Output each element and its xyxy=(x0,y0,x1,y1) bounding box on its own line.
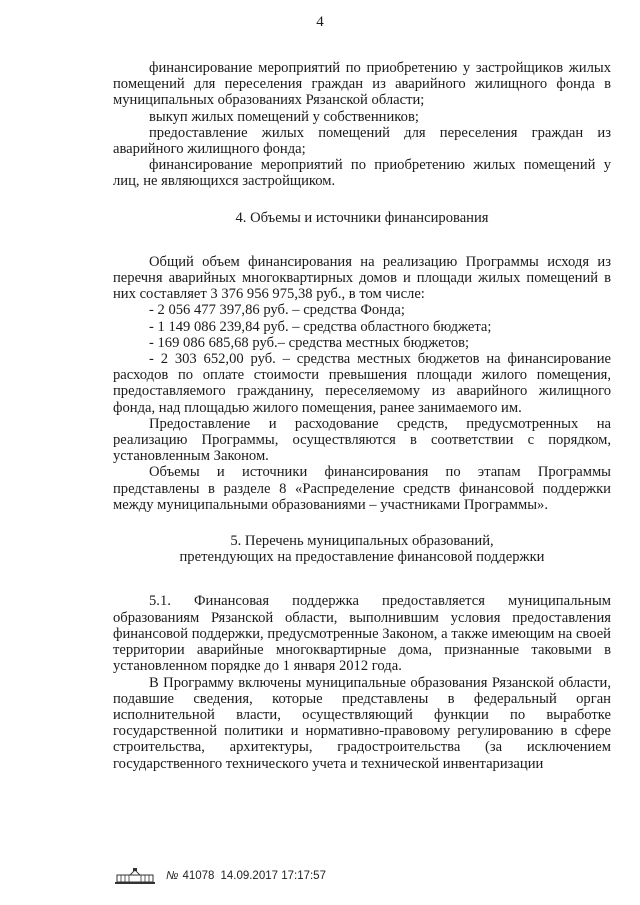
paragraph: Общий объем финансирования на реализацию Программы исходя из перечня аварийных многоквартирных домов и площади жилых помещений в них составляет 3 376 956 975,38 руб., в том числе: xyxy=(113,253,611,303)
paragraph: Объемы и источники финансирования по этапам Программы представлены в разделе 8 «Распределение средств финансовой поддержки между муниципальными образованиями – участниками Программы». xyxy=(113,464,611,513)
number-sign: № xyxy=(166,870,179,882)
document-body xyxy=(113,60,611,772)
paragraph: предоставление жилых помещений для переселения граждан из аварийного жилищного фонда; xyxy=(113,124,611,158)
list-item: - 1 149 086 239,84 руб. – средства областного бюджета; xyxy=(149,318,492,335)
building-seal-icon xyxy=(114,867,156,885)
section-5-heading: 5. Перечень муниципальных образований, xyxy=(230,533,494,550)
document-footer xyxy=(114,867,326,885)
paragraph: финансирование мероприятий по приобретению у застройщиков жилых помещений для переселения граждан из аварийного жилищного фонда в муниципальных образованиях Рязанской области; xyxy=(113,60,611,109)
list-item: - 169 086 685,68 руб.– средства местных бюджетов; xyxy=(149,334,470,351)
paragraph: 5.1. Финансовая поддержка предоставляется муниципальным образованиям Рязанской области, выполнившим условия предоставления финансовой поддержки, предусмотренные Законом, а также имеющим на своей территории аварийные многоквартирные дома, признанные таковыми в установленном порядке до 1 января 2012 года. xyxy=(113,593,611,675)
document-number: 41078 xyxy=(182,870,215,882)
section-5-heading-line2: претендующих на предоставление финансовой поддержки xyxy=(179,549,545,566)
timestamp: 14.09.2017 17:17:57 xyxy=(220,870,326,882)
section-4-heading: 4. Объемы и источники финансирования xyxy=(235,209,489,226)
page-number: 4 xyxy=(316,14,324,30)
paragraph: Предоставление и расходование средств, предусмотренных на реализацию Программы, осуществляются в соответствии с порядком, установленным Законом. xyxy=(113,415,611,465)
paragraph: выкуп жилых помещений у собственников; xyxy=(149,108,419,125)
list-item: - 2 056 477 397,86 руб. – средства Фонда; xyxy=(149,302,405,319)
paragraph: В Программу включены муниципальные образования Рязанской области, подавшие сведения, которые представлены в федеральный орган исполнительной власти, осуществляющий функции по выработке государственной политики и нормативно-правовому регулированию в сфере строительства, архитектуры, градостроительства (за исключением государственного технического учета и технической инвентаризации xyxy=(113,674,611,772)
list-item: - 2 303 652,00 руб. – средства местных бюджетов на финансирование расходов по оплате стоимости превышения площади жилого помещения, предоставляемого гражданину, переселяемому из аварийного жилищного фонда, над площадью жилого помещения, ранее занимаемого им. xyxy=(113,351,611,416)
paragraph: финансирование мероприятий по приобретению жилых помещений у лиц, не являющихся застройщиком. xyxy=(113,157,611,190)
